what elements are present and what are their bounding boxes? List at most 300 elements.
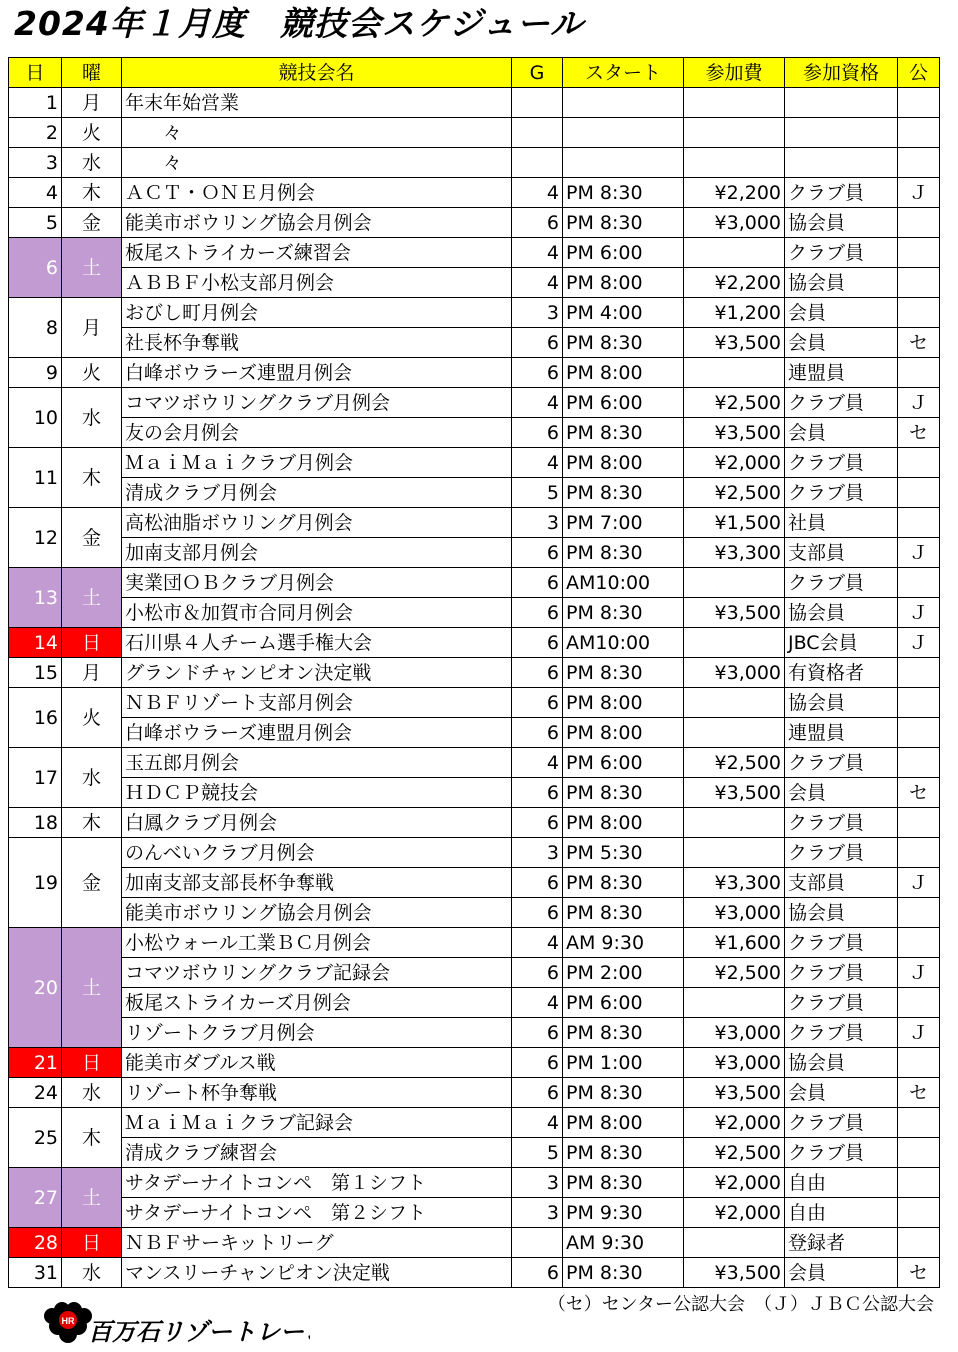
header-kou: 公 <box>898 58 940 88</box>
fee-cell: ¥3,500 <box>684 328 785 358</box>
event-name-cell: 能美市ボウリング協会月例会 <box>122 208 512 238</box>
event-name-cell: マンスリーチャンピオン決定戦 <box>122 1258 512 1288</box>
games-cell: 4 <box>512 388 563 418</box>
games-cell: 6 <box>512 778 563 808</box>
certification-cell <box>898 1048 940 1078</box>
weekday-cell: 火 <box>62 358 122 388</box>
fee-cell: ¥3,500 <box>684 1078 785 1108</box>
logo-badge: HR <box>61 1316 75 1326</box>
event-name-cell: リゾート杯争奪戦 <box>122 1078 512 1108</box>
games-cell: 4 <box>512 1108 563 1138</box>
weekday-cell: 水 <box>62 148 122 178</box>
day-cell: 25 <box>9 1108 62 1168</box>
weekday-cell: 金 <box>62 838 122 928</box>
table-row <box>9 958 940 988</box>
fee-cell: ¥1,500 <box>684 508 785 538</box>
day-cell: 3 <box>9 148 62 178</box>
weekday-cell: 水 <box>62 748 122 808</box>
start-time-cell: PM 7:00 <box>563 508 684 538</box>
event-name-cell: 々 <box>122 148 512 178</box>
day-cell: 27 <box>9 1168 62 1228</box>
qualification-cell: JBC会員 <box>785 628 898 658</box>
fee-cell: ¥3,500 <box>684 778 785 808</box>
table-row <box>9 148 940 178</box>
table-row <box>9 1018 940 1048</box>
qualification-cell: クラブ員 <box>785 808 898 838</box>
start-time-cell: PM 8:30 <box>563 478 684 508</box>
games-cell: 3 <box>512 1168 563 1198</box>
certification-cell <box>898 1168 940 1198</box>
start-time-cell <box>563 148 684 178</box>
qualification-cell: 登録者 <box>785 1228 898 1258</box>
qualification-cell: 自由 <box>785 1198 898 1228</box>
certification-cell <box>898 748 940 778</box>
event-name-cell: 小松ウォール工業ＢＣ月例会 <box>122 928 512 958</box>
qualification-cell: 協会員 <box>785 688 898 718</box>
games-cell: 6 <box>512 1078 563 1108</box>
qualification-cell: 協会員 <box>785 598 898 628</box>
header-dow: 曜 <box>62 58 122 88</box>
start-time-cell: AM 9:30 <box>563 1228 684 1258</box>
weekday-cell: 日 <box>62 1048 122 1078</box>
fee-cell <box>684 88 785 118</box>
fee-cell: ¥3,000 <box>684 208 785 238</box>
day-cell: 14 <box>9 628 62 658</box>
table-row <box>9 508 940 538</box>
table-row <box>9 328 940 358</box>
qualification-cell: クラブ員 <box>785 928 898 958</box>
fee-cell <box>684 808 785 838</box>
weekday-cell: 水 <box>62 388 122 448</box>
start-time-cell: PM 1:00 <box>563 1048 684 1078</box>
qualification-cell <box>785 118 898 148</box>
start-time-cell: PM 4:00 <box>563 298 684 328</box>
schedule-body <box>9 88 940 1288</box>
certification-cell: Ｊ <box>898 958 940 988</box>
qualification-cell: 自由 <box>785 1168 898 1198</box>
event-name-cell: 小松市＆加賀市合同月例会 <box>122 598 512 628</box>
certification-cell: セ <box>898 778 940 808</box>
certification-cell <box>898 148 940 178</box>
table-row <box>9 598 940 628</box>
games-cell <box>512 118 563 148</box>
certification-cell <box>898 1228 940 1258</box>
games-cell: 6 <box>512 1018 563 1048</box>
table-row <box>9 1198 940 1228</box>
event-name-cell: 清成クラブ練習会 <box>122 1138 512 1168</box>
qualification-cell: 会員 <box>785 298 898 328</box>
games-cell: 6 <box>512 568 563 598</box>
certification-cell <box>898 448 940 478</box>
qualification-cell: クラブ員 <box>785 388 898 418</box>
games-cell: 6 <box>512 958 563 988</box>
day-cell: 1 <box>9 88 62 118</box>
day-cell: 12 <box>9 508 62 568</box>
start-time-cell: PM 8:30 <box>563 418 684 448</box>
start-time-cell: PM 8:00 <box>563 808 684 838</box>
qualification-cell: クラブ員 <box>785 1108 898 1138</box>
event-name-cell: 白峰ボウラーズ連盟月例会 <box>122 718 512 748</box>
event-name-cell: ＮＢＦサーキットリーグ <box>122 1228 512 1258</box>
start-time-cell: PM 8:30 <box>563 1168 684 1198</box>
fee-cell <box>684 358 785 388</box>
event-name-cell: おびし町月例会 <box>122 298 512 328</box>
event-name-cell: ＡＣＴ・ＯＮＥ月例会 <box>122 178 512 208</box>
start-time-cell: PM 6:00 <box>563 238 684 268</box>
event-name-cell: ＡＢＢＦ小松支部月例会 <box>122 268 512 298</box>
start-time-cell: PM 8:00 <box>563 1108 684 1138</box>
start-time-cell: PM 8:30 <box>563 1258 684 1288</box>
games-cell: 6 <box>512 1048 563 1078</box>
start-time-cell: PM 8:00 <box>563 448 684 478</box>
fee-cell <box>684 568 785 598</box>
qualification-cell: クラブ員 <box>785 1138 898 1168</box>
resort-lane-logo <box>30 1298 310 1348</box>
table-row <box>9 1138 940 1168</box>
weekday-cell: 月 <box>62 298 122 358</box>
table-row <box>9 418 940 448</box>
qualification-cell: クラブ員 <box>785 838 898 868</box>
table-row <box>9 268 940 298</box>
qualification-cell: クラブ員 <box>785 568 898 598</box>
weekday-cell: 土 <box>62 568 122 628</box>
event-name-cell: 能美市ボウリング協会月例会 <box>122 898 512 928</box>
start-time-cell: PM 8:30 <box>563 898 684 928</box>
start-time-cell: PM 8:30 <box>563 868 684 898</box>
event-name-cell: コマツボウリングクラブ記録会 <box>122 958 512 988</box>
day-cell: 19 <box>9 838 62 928</box>
day-cell: 18 <box>9 808 62 838</box>
start-time-cell <box>563 88 684 118</box>
qualification-cell: クラブ員 <box>785 1018 898 1048</box>
qualification-cell: 協会員 <box>785 208 898 238</box>
table-row <box>9 298 940 328</box>
certification-cell <box>898 1138 940 1168</box>
weekday-cell: 水 <box>62 1078 122 1108</box>
table-row <box>9 868 940 898</box>
games-cell: 4 <box>512 928 563 958</box>
table-row <box>9 208 940 238</box>
table-row <box>9 988 940 1018</box>
logo-mark <box>30 1298 310 1348</box>
games-cell: 6 <box>512 718 563 748</box>
event-name-cell: 白峰ボウラーズ連盟月例会 <box>122 358 512 388</box>
weekday-cell: 水 <box>62 1258 122 1288</box>
fee-cell: ¥2,000 <box>684 1168 785 1198</box>
event-name-cell: 板尾ストライカーズ月例会 <box>122 988 512 1018</box>
qualification-cell: クラブ員 <box>785 238 898 268</box>
games-cell: 4 <box>512 178 563 208</box>
games-cell: 3 <box>512 838 563 868</box>
event-name-cell: 実業団ＯＢクラブ月例会 <box>122 568 512 598</box>
start-time-cell: PM 5:30 <box>563 838 684 868</box>
table-row <box>9 628 940 658</box>
fee-cell <box>684 718 785 748</box>
event-name-cell: ＨＤＣＰ競技会 <box>122 778 512 808</box>
fee-cell: ¥2,000 <box>684 1108 785 1138</box>
games-cell <box>512 88 563 118</box>
certification-cell: Ｊ <box>898 628 940 658</box>
games-cell: 3 <box>512 508 563 538</box>
certification-cell <box>898 1198 940 1228</box>
day-cell: 24 <box>9 1078 62 1108</box>
start-time-cell <box>563 118 684 148</box>
event-name-cell: リゾートクラブ月例会 <box>122 1018 512 1048</box>
event-name-cell: 白鳳クラブ月例会 <box>122 808 512 838</box>
games-cell: 4 <box>512 748 563 778</box>
qualification-cell: 有資格者 <box>785 658 898 688</box>
qualification-cell <box>785 88 898 118</box>
fee-cell: ¥3,300 <box>684 868 785 898</box>
qualification-cell: 協会員 <box>785 268 898 298</box>
certification-cell <box>898 568 940 598</box>
table-row <box>9 688 940 718</box>
certification-cell <box>898 238 940 268</box>
table-row <box>9 1168 940 1198</box>
fee-cell: ¥2,500 <box>684 388 785 418</box>
games-cell: 4 <box>512 268 563 298</box>
day-cell: 10 <box>9 388 62 448</box>
table-row <box>9 478 940 508</box>
start-time-cell: PM 8:30 <box>563 178 684 208</box>
fee-cell: ¥2,500 <box>684 958 785 988</box>
fee-cell: ¥2,000 <box>684 448 785 478</box>
table-row <box>9 898 940 928</box>
logo-text: 百万石リゾートレーン <box>88 1318 310 1346</box>
start-time-cell: AM10:00 <box>563 568 684 598</box>
games-cell <box>512 148 563 178</box>
fee-cell <box>684 238 785 268</box>
start-time-cell: AM10:00 <box>563 628 684 658</box>
legend-note: （セ）センター公認大会 （Ｊ）ＪＢＣ公認大会 <box>547 1294 934 1315</box>
games-cell: 6 <box>512 598 563 628</box>
games-cell: 6 <box>512 898 563 928</box>
weekday-cell: 日 <box>62 1228 122 1258</box>
certification-cell: セ <box>898 418 940 448</box>
weekday-cell: 土 <box>62 238 122 298</box>
qualification-cell: 会員 <box>785 328 898 358</box>
start-time-cell: PM 9:30 <box>563 1198 684 1228</box>
fee-cell <box>684 628 785 658</box>
event-name-cell: 加南支部支部長杯争奪戦 <box>122 868 512 898</box>
start-time-cell: PM 8:30 <box>563 208 684 238</box>
event-name-cell: 玉五郎月例会 <box>122 748 512 778</box>
event-name-cell: グランドチャンピオン決定戦 <box>122 658 512 688</box>
table-row <box>9 1078 940 1108</box>
qualification-cell: 協会員 <box>785 898 898 928</box>
start-time-cell: PM 8:00 <box>563 358 684 388</box>
event-name-cell: 能美市ダブルス戦 <box>122 1048 512 1078</box>
certification-cell <box>898 928 940 958</box>
header-row <box>9 58 940 88</box>
certification-cell <box>898 298 940 328</box>
fee-cell: ¥2,500 <box>684 748 785 778</box>
certification-cell <box>898 88 940 118</box>
table-row <box>9 118 940 148</box>
day-cell: 17 <box>9 748 62 808</box>
fee-cell: ¥1,200 <box>684 298 785 328</box>
weekday-cell: 木 <box>62 448 122 508</box>
fee-cell <box>684 688 785 718</box>
certification-cell <box>898 118 940 148</box>
start-time-cell: PM 6:00 <box>563 748 684 778</box>
certification-cell: Ｊ <box>898 178 940 208</box>
start-time-cell: PM 6:00 <box>563 988 684 1018</box>
day-cell: 15 <box>9 658 62 688</box>
certification-cell: セ <box>898 328 940 358</box>
certification-cell <box>898 478 940 508</box>
certification-cell: Ｊ <box>898 598 940 628</box>
page-title: 2024年１月度 競技会スケジュール <box>14 4 584 43</box>
table-row <box>9 538 940 568</box>
fee-cell <box>684 118 785 148</box>
start-time-cell: PM 8:30 <box>563 1138 684 1168</box>
games-cell: 3 <box>512 1198 563 1228</box>
event-name-cell: 板尾ストライカーズ練習会 <box>122 238 512 268</box>
games-cell: 6 <box>512 538 563 568</box>
event-name-cell: 友の会月例会 <box>122 418 512 448</box>
table-row <box>9 238 940 268</box>
table-row <box>9 358 940 388</box>
certification-cell <box>898 268 940 298</box>
weekday-cell: 木 <box>62 1108 122 1168</box>
games-cell: 6 <box>512 628 563 658</box>
qualification-cell: 会員 <box>785 418 898 448</box>
start-time-cell: PM 8:30 <box>563 328 684 358</box>
qualification-cell <box>785 148 898 178</box>
fee-cell <box>684 988 785 1018</box>
games-cell: 4 <box>512 988 563 1018</box>
fee-cell: ¥2,000 <box>684 1198 785 1228</box>
weekday-cell: 土 <box>62 928 122 1048</box>
day-cell: 20 <box>9 928 62 1048</box>
day-cell: 6 <box>9 238 62 298</box>
qualification-cell: 会員 <box>785 1078 898 1108</box>
event-name-cell: 高松油脂ボウリング月例会 <box>122 508 512 538</box>
certification-cell <box>898 508 940 538</box>
certification-cell <box>898 688 940 718</box>
event-name-cell: のんべいクラブ月例会 <box>122 838 512 868</box>
table-row <box>9 1048 940 1078</box>
qualification-cell: 連盟員 <box>785 718 898 748</box>
event-name-cell: 清成クラブ月例会 <box>122 478 512 508</box>
header-name: 競技会名 <box>122 58 512 88</box>
start-time-cell: PM 8:30 <box>563 598 684 628</box>
fee-cell: ¥3,000 <box>684 898 785 928</box>
table-row <box>9 388 940 418</box>
weekday-cell: 金 <box>62 208 122 238</box>
table-row <box>9 748 940 778</box>
day-cell: 21 <box>9 1048 62 1078</box>
start-time-cell: AM 9:30 <box>563 928 684 958</box>
event-name-cell: コマツボウリングクラブ月例会 <box>122 388 512 418</box>
start-time-cell: PM 8:30 <box>563 778 684 808</box>
games-cell: 6 <box>512 688 563 718</box>
event-name-cell: サタデーナイトコンペ 第２シフト <box>122 1198 512 1228</box>
event-name-cell: 社長杯争奪戦 <box>122 328 512 358</box>
qualification-cell: クラブ員 <box>785 178 898 208</box>
weekday-cell: 月 <box>62 88 122 118</box>
games-cell: 5 <box>512 1138 563 1168</box>
weekday-cell: 日 <box>62 628 122 658</box>
table-row <box>9 838 940 868</box>
certification-cell: セ <box>898 1258 940 1288</box>
table-row <box>9 718 940 748</box>
event-name-cell: 石川県４人チーム選手権大会 <box>122 628 512 658</box>
qualification-cell: 会員 <box>785 778 898 808</box>
qualification-cell: 協会員 <box>785 1048 898 1078</box>
day-cell: 2 <box>9 118 62 148</box>
fee-cell <box>684 838 785 868</box>
games-cell: 6 <box>512 658 563 688</box>
fee-cell: ¥2,200 <box>684 268 785 298</box>
weekday-cell: 火 <box>62 688 122 748</box>
table-row <box>9 178 940 208</box>
fee-cell: ¥2,500 <box>684 1138 785 1168</box>
day-cell: 4 <box>9 178 62 208</box>
qualification-cell: 連盟員 <box>785 358 898 388</box>
table-row <box>9 808 940 838</box>
weekday-cell: 木 <box>62 808 122 838</box>
start-time-cell: PM 6:00 <box>563 388 684 418</box>
start-time-cell: PM 8:00 <box>563 688 684 718</box>
certification-cell <box>898 808 940 838</box>
day-cell: 8 <box>9 298 62 358</box>
games-cell: 5 <box>512 478 563 508</box>
games-cell: 6 <box>512 358 563 388</box>
fee-cell: ¥2,200 <box>684 178 785 208</box>
certification-cell <box>898 1108 940 1138</box>
games-cell: 6 <box>512 418 563 448</box>
start-time-cell: PM 8:30 <box>563 1078 684 1108</box>
day-cell: 16 <box>9 688 62 748</box>
certification-cell: Ｊ <box>898 538 940 568</box>
event-name-cell: 々 <box>122 118 512 148</box>
day-cell: 28 <box>9 1228 62 1258</box>
start-time-cell: PM 8:30 <box>563 538 684 568</box>
qualification-cell: クラブ員 <box>785 988 898 1018</box>
certification-cell: Ｊ <box>898 1018 940 1048</box>
weekday-cell: 木 <box>62 178 122 208</box>
fee-cell: ¥3,000 <box>684 1048 785 1078</box>
event-name-cell: 加南支部月例会 <box>122 538 512 568</box>
event-name-cell: ＭａｉＭａｉクラブ月例会 <box>122 448 512 478</box>
table-row <box>9 778 940 808</box>
schedule-table <box>8 57 940 1288</box>
games-cell: 6 <box>512 808 563 838</box>
table-row <box>9 448 940 478</box>
event-name-cell: 年末年始営業 <box>122 88 512 118</box>
certification-cell <box>898 718 940 748</box>
header-day: 日 <box>9 58 62 88</box>
fee-cell: ¥3,500 <box>684 1258 785 1288</box>
certification-cell: Ｊ <box>898 388 940 418</box>
table-row <box>9 1258 940 1288</box>
start-time-cell: PM 8:30 <box>563 1018 684 1048</box>
table-row <box>9 1228 940 1258</box>
start-time-cell: PM 2:00 <box>563 958 684 988</box>
games-cell <box>512 1228 563 1258</box>
table-row <box>9 928 940 958</box>
day-cell: 11 <box>9 448 62 508</box>
table-row <box>9 1108 940 1138</box>
event-name-cell: サタデーナイトコンペ 第１シフト <box>122 1168 512 1198</box>
header-g: G <box>512 58 563 88</box>
certification-cell <box>898 208 940 238</box>
table-row <box>9 658 940 688</box>
games-cell: 6 <box>512 868 563 898</box>
fee-cell <box>684 148 785 178</box>
